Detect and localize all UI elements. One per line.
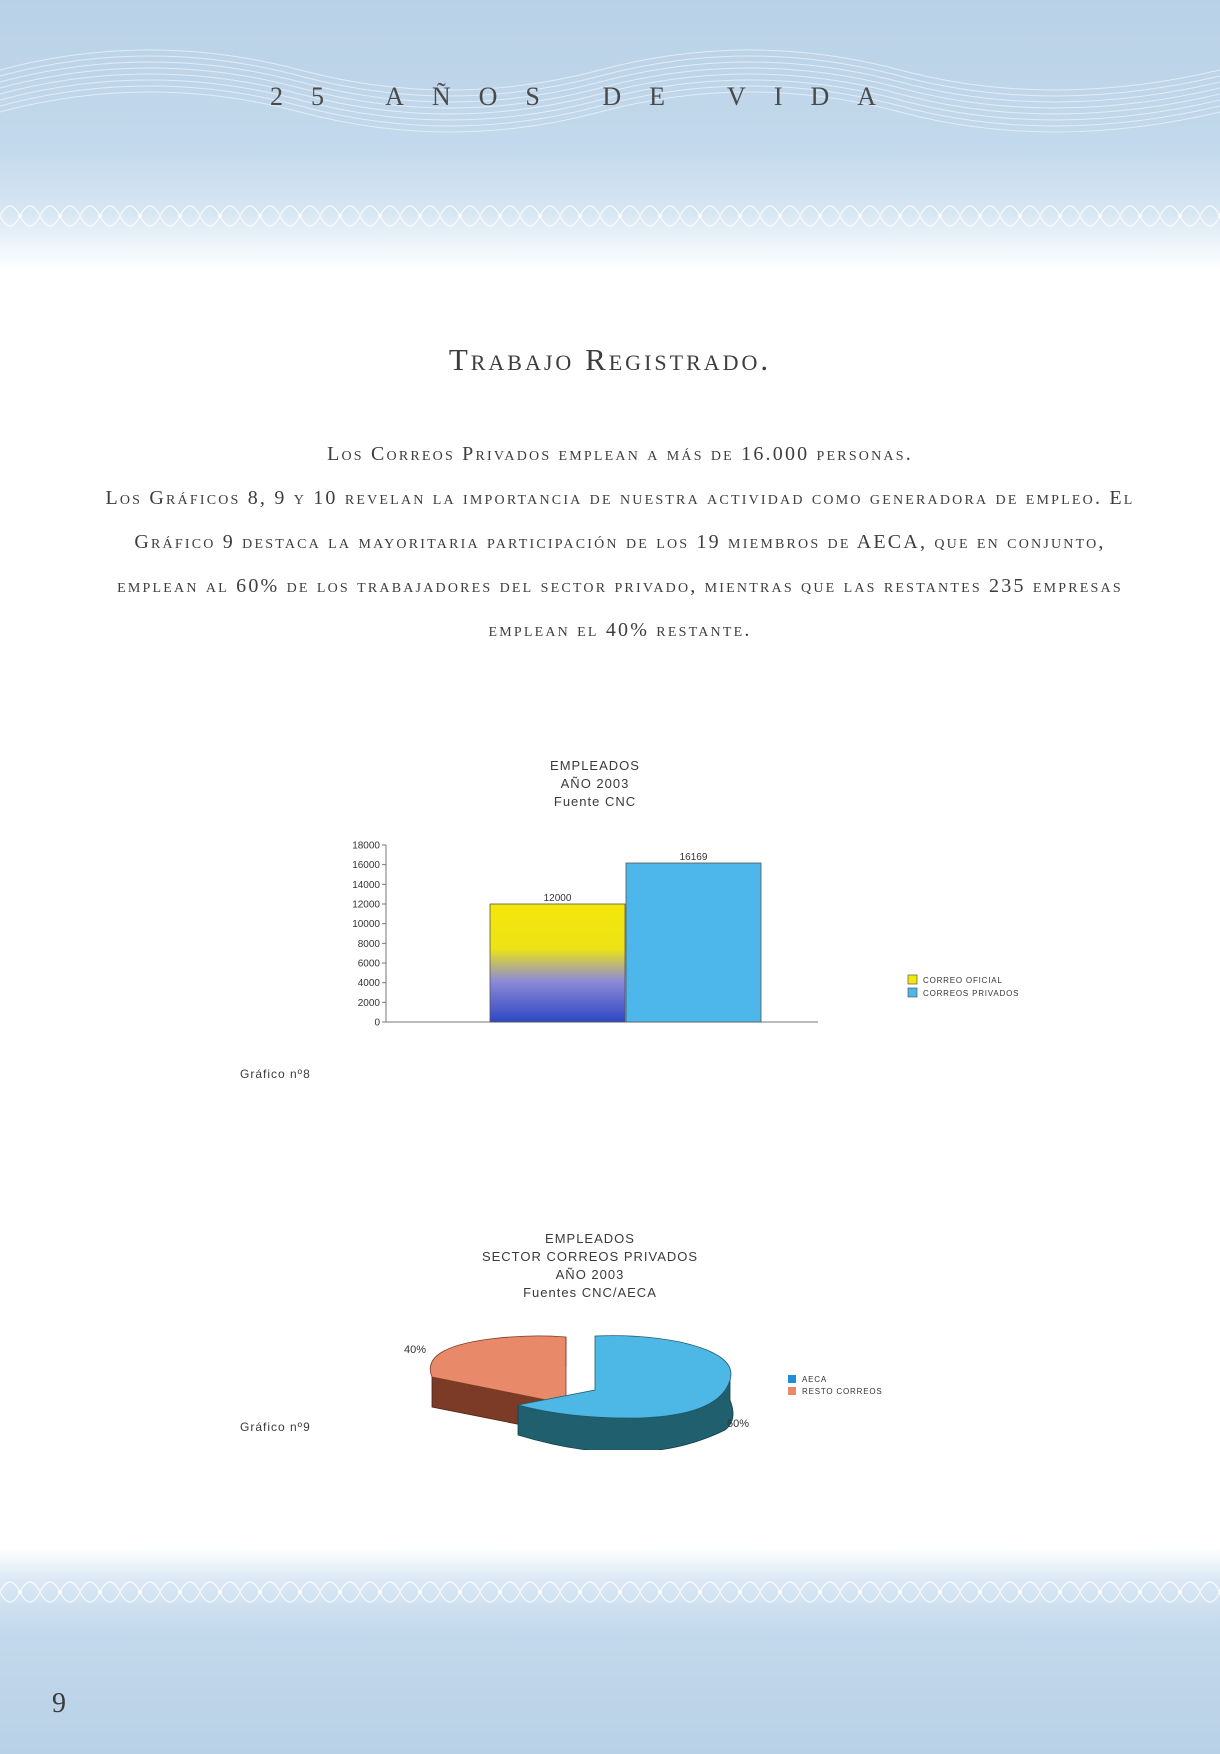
paragraph-details: Los Gráficos 8, 9 y 10 revelan la importancia de nuestra actividad como generadora de empleo. El Gráfico 9 destaca la mayoritaria participación de los 19 miembros de AECA, que en conjunto, emplean al 60% de los trabajadores del sector privado, mientras que las restantes 235 empresas emplean el 40% restante.	[105, 487, 1135, 641]
bar-value-label: 12000	[543, 893, 572, 904]
legend-swatch	[908, 988, 917, 997]
page-number: 9	[52, 1688, 66, 1719]
section-title: Trabajo Registrado.	[448, 342, 772, 377]
paragraph-intro: Los Correos Privados emplean a más de 16.000 personas.	[327, 443, 913, 465]
y-tick-label: 2000	[357, 997, 380, 1009]
footer-band	[0, 1548, 1220, 1754]
legend-swatch	[788, 1387, 796, 1395]
bar-correos-privados	[626, 863, 761, 1022]
legend-swatch	[908, 975, 917, 984]
body-text	[100, 432, 1140, 652]
lace-border-bottom	[0, 1572, 1220, 1612]
y-tick-label: 14000	[352, 879, 380, 891]
y-tick-label: 12000	[352, 899, 380, 911]
y-tick-label: 4000	[357, 978, 380, 990]
chart9-title	[460, 1230, 720, 1302]
header-title: 25 AÑOS DE VIDA	[270, 82, 905, 111]
chart8-title-line: AÑO 2003	[560, 776, 630, 791]
bar-value-label: 16169	[679, 852, 708, 864]
legend-swatch	[788, 1375, 796, 1383]
header-band	[0, 0, 1220, 270]
legend-label: AECA	[802, 1375, 827, 1384]
chart9-title-line: EMPLEADOS	[545, 1231, 635, 1246]
chart8-title-line: Fuente CNC	[553, 794, 637, 809]
legend-label: CORREO OFICIAL	[923, 976, 1003, 985]
legend-label: RESTO CORREOS	[802, 1387, 883, 1396]
pie-label-resto: 40%	[404, 1344, 427, 1356]
chart9-title-line: Fuentes CNC/AECA	[523, 1285, 657, 1300]
chart9-title-line: SECTOR CORREOS PRIVADOS	[481, 1249, 699, 1264]
chart8-title-line: EMPLEADOS	[550, 758, 640, 773]
chart9-pie-chart	[390, 1320, 910, 1450]
y-tick-label: 16000	[352, 860, 380, 872]
chart8-bar-chart	[330, 830, 1050, 1060]
chart9-caption: Gráfico nº9	[240, 1420, 311, 1434]
y-tick-label: 8000	[357, 938, 380, 950]
y-tick-label: 6000	[357, 958, 380, 970]
y-tick-label: 10000	[352, 919, 380, 931]
y-tick-label: 18000	[352, 840, 380, 852]
chart8-caption: Gráfico nº8	[240, 1067, 311, 1081]
pie-label-aeca: 60%	[727, 1418, 750, 1430]
legend-label: CORREOS PRIVADOS	[923, 989, 1020, 998]
lace-border-top	[0, 196, 1220, 236]
chart9-title-line: AÑO 2003	[555, 1267, 625, 1282]
bar-correo-oficial	[490, 904, 625, 1022]
chart8-title	[490, 757, 700, 811]
y-tick-label: 0	[374, 1017, 380, 1029]
